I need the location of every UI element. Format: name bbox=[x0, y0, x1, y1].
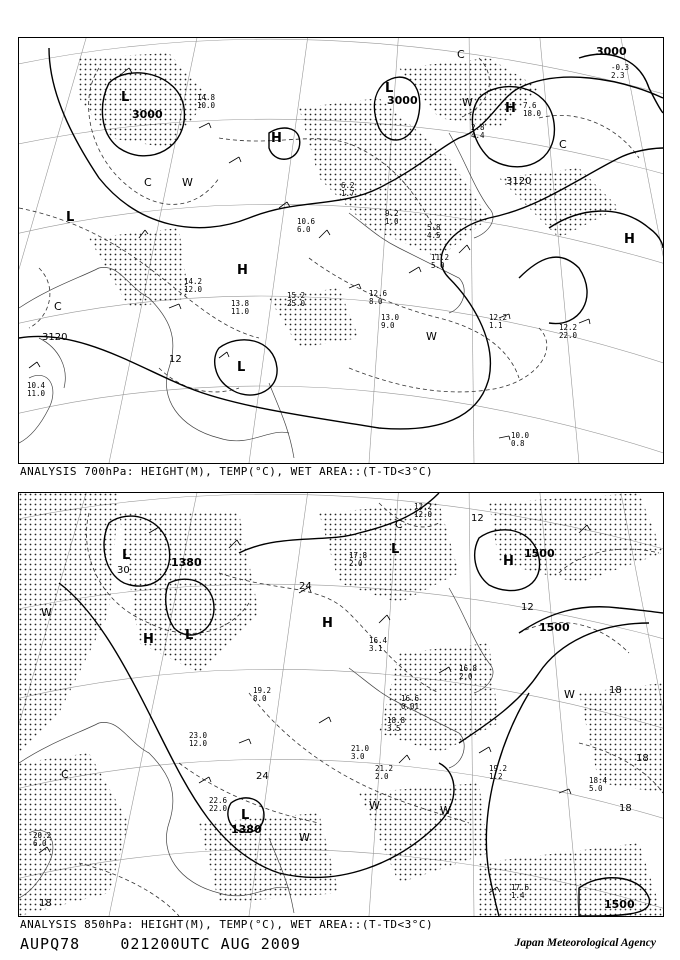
station-plot bbox=[489, 313, 507, 330]
station-plot bbox=[27, 381, 46, 398]
warm-center: W bbox=[426, 330, 437, 343]
isotherm-label: 18 bbox=[39, 898, 52, 909]
svg-text:19.2: 19.2 bbox=[253, 686, 272, 695]
high-center: H bbox=[503, 554, 514, 569]
warm-center: W bbox=[564, 688, 575, 701]
station-plot bbox=[381, 313, 400, 330]
panel-caption-850hpa: ANALYSIS 850hPa: HEIGHT(M), TEMP(°C), WET AREA::(T-TD<3°C) bbox=[20, 918, 434, 931]
svg-text:21.0: 21.0 bbox=[351, 744, 370, 753]
svg-text:10.4: 10.4 bbox=[27, 381, 46, 390]
station-plot bbox=[523, 101, 542, 118]
warm-center: W bbox=[440, 804, 451, 817]
chart-header bbox=[20, 935, 301, 953]
svg-text:1.4: 1.4 bbox=[511, 891, 525, 900]
valid-time: 021200UTC AUG 2009 bbox=[120, 935, 301, 953]
high-center: H bbox=[505, 101, 516, 116]
svg-text:10.0: 10.0 bbox=[511, 431, 530, 440]
contour-label: 12 bbox=[169, 354, 182, 365]
station-plot bbox=[287, 291, 306, 308]
station-plot bbox=[431, 253, 449, 270]
svg-text:10.6: 10.6 bbox=[297, 217, 316, 226]
low-center: L bbox=[121, 90, 130, 105]
svg-text:8.0: 8.0 bbox=[253, 694, 267, 703]
svg-text:6.0: 6.0 bbox=[297, 225, 311, 234]
station-plot bbox=[184, 277, 203, 294]
isotherm-label: 12 bbox=[471, 513, 484, 524]
isotherm-label: 30 bbox=[117, 565, 130, 576]
station-plot bbox=[401, 694, 420, 711]
isotherm-label: 12 bbox=[521, 602, 534, 613]
station-plot bbox=[375, 764, 393, 781]
svg-text:19.2: 19.2 bbox=[489, 764, 508, 773]
station-plot bbox=[559, 323, 578, 340]
svg-text:12.0: 12.0 bbox=[414, 510, 433, 519]
svg-text:25.0: 25.0 bbox=[287, 299, 306, 308]
svg-text:6.0: 6.0 bbox=[33, 839, 47, 848]
isotherm-label: 18 bbox=[636, 753, 649, 764]
low-center: L bbox=[385, 81, 394, 96]
contour-label: 3000 bbox=[387, 94, 418, 107]
svg-text:3.5: 3.5 bbox=[387, 724, 401, 733]
svg-text:12.0: 12.0 bbox=[189, 739, 208, 748]
svg-text:13.8: 13.8 bbox=[231, 299, 250, 308]
panel-caption-700hpa: ANALYSIS 700hPa: HEIGHT(M), TEMP(°C), WET AREA::(T-TD<3°C) bbox=[20, 465, 434, 478]
svg-text:-0.3: -0.3 bbox=[611, 63, 630, 72]
svg-text:22.6: 22.6 bbox=[209, 796, 228, 805]
svg-text:12.2: 12.2 bbox=[414, 502, 433, 511]
svg-text:20.2: 20.2 bbox=[33, 831, 52, 840]
agency-name: Japan Meteorological Agency bbox=[514, 937, 656, 949]
svg-text:18.4: 18.4 bbox=[589, 776, 608, 785]
low-center: L bbox=[122, 548, 131, 563]
isotherm-label: 24 bbox=[256, 771, 269, 782]
station-plot bbox=[189, 731, 208, 748]
svg-text:13.0: 13.0 bbox=[381, 313, 400, 322]
station-plot bbox=[589, 776, 608, 793]
svg-text:21.2: 21.2 bbox=[375, 764, 394, 773]
svg-text:12.0: 12.0 bbox=[184, 285, 203, 294]
wet-area-stippling bbox=[19, 493, 663, 916]
station-plot bbox=[414, 502, 433, 519]
svg-text:5.0: 5.0 bbox=[589, 784, 603, 793]
cold-center: C bbox=[54, 300, 62, 313]
cold-center: C bbox=[559, 138, 567, 151]
station-plot bbox=[253, 686, 271, 703]
svg-text:2.3: 2.3 bbox=[611, 71, 625, 80]
svg-text:23.0: 23.0 bbox=[189, 731, 208, 740]
svg-text:8.0: 8.0 bbox=[369, 297, 383, 306]
contour-label: 3000 bbox=[596, 45, 627, 58]
station-plot bbox=[471, 123, 485, 140]
svg-text:1.0: 1.0 bbox=[385, 217, 399, 226]
station-plot bbox=[369, 289, 388, 306]
contour-label: 3120 bbox=[42, 332, 68, 343]
svg-text:6.2: 6.2 bbox=[341, 181, 355, 190]
station-plot bbox=[611, 63, 629, 80]
contour-label: 1500 bbox=[604, 898, 635, 911]
svg-text:12.6: 12.6 bbox=[369, 289, 388, 298]
map-panel-700hpa bbox=[18, 37, 664, 464]
warm-center: W bbox=[299, 831, 310, 844]
svg-text:4.4: 4.4 bbox=[471, 131, 485, 140]
svg-text:16.4: 16.4 bbox=[369, 636, 388, 645]
station-plot bbox=[297, 217, 316, 234]
svg-text:11.2: 11.2 bbox=[431, 253, 450, 262]
contour-label: 1380 bbox=[231, 823, 262, 836]
isotherm-label: 24 bbox=[299, 581, 312, 592]
station-plot bbox=[351, 744, 370, 761]
svg-text:0.01: 0.01 bbox=[401, 702, 420, 711]
low-center: L bbox=[241, 808, 250, 823]
svg-text:14.2: 14.2 bbox=[184, 277, 203, 286]
warm-center: W bbox=[462, 96, 473, 109]
svg-text:12.2: 12.2 bbox=[559, 323, 578, 332]
svg-text:9.0: 9.0 bbox=[381, 321, 395, 330]
svg-text:4.5: 4.5 bbox=[427, 231, 441, 240]
svg-text:12.2: 12.2 bbox=[489, 313, 508, 322]
weather-map-850hpa bbox=[19, 493, 663, 916]
svg-text:15.2: 15.2 bbox=[287, 291, 306, 300]
svg-text:7.6: 7.6 bbox=[523, 101, 537, 110]
station-plot bbox=[231, 299, 250, 316]
station-plot bbox=[369, 636, 388, 653]
warm-center: W bbox=[41, 606, 52, 619]
station-plot bbox=[209, 796, 228, 813]
chart-title: AUPQ78 bbox=[20, 935, 81, 953]
warm-center: W bbox=[182, 176, 193, 189]
cold-center: C bbox=[144, 176, 152, 189]
low-center: L bbox=[391, 542, 400, 557]
station-plot bbox=[385, 209, 399, 226]
warm-center: W bbox=[369, 799, 380, 812]
svg-text:18.0: 18.0 bbox=[523, 109, 542, 118]
svg-text:1.7: 1.7 bbox=[341, 189, 355, 198]
contour-label: 1500 bbox=[524, 547, 555, 560]
low-center: L bbox=[185, 628, 194, 643]
svg-text:16.6: 16.6 bbox=[401, 694, 420, 703]
contour-label: 1380 bbox=[171, 556, 202, 569]
station-plot bbox=[197, 93, 216, 110]
svg-text:10.0: 10.0 bbox=[197, 101, 216, 110]
svg-text:18.8: 18.8 bbox=[387, 716, 406, 725]
contour-label: 1500 bbox=[539, 621, 570, 634]
svg-text:22.0: 22.0 bbox=[209, 804, 228, 813]
svg-text:2.8: 2.8 bbox=[471, 123, 485, 132]
contour-label: 3120 bbox=[506, 176, 532, 187]
svg-text:17.6: 17.6 bbox=[511, 883, 530, 892]
svg-text:11.0: 11.0 bbox=[27, 389, 46, 398]
wet-area-stippling bbox=[79, 53, 619, 348]
svg-text:0.8: 0.8 bbox=[511, 439, 525, 448]
high-center: H bbox=[322, 616, 333, 631]
high-center: H bbox=[624, 232, 635, 247]
low-center: L bbox=[66, 210, 75, 225]
map-panel-850hpa bbox=[18, 492, 664, 917]
svg-text:1.1: 1.1 bbox=[489, 321, 503, 330]
isotherm-label: 18 bbox=[619, 803, 632, 814]
svg-text:17.8: 17.8 bbox=[349, 551, 368, 560]
svg-text:14.8: 14.8 bbox=[197, 93, 216, 102]
svg-text:3.0: 3.0 bbox=[351, 752, 365, 761]
svg-text:2.0: 2.0 bbox=[349, 559, 363, 568]
cold-center: C bbox=[395, 518, 403, 531]
svg-text:11.0: 11.0 bbox=[231, 307, 250, 316]
svg-text:5.8: 5.8 bbox=[427, 223, 441, 232]
svg-text:22.0: 22.0 bbox=[559, 331, 578, 340]
cold-center: C bbox=[457, 48, 465, 61]
svg-text:16.8: 16.8 bbox=[459, 664, 478, 673]
station-plot bbox=[427, 223, 441, 240]
svg-text:9.2: 9.2 bbox=[385, 209, 399, 218]
svg-text:1.2: 1.2 bbox=[489, 772, 503, 781]
svg-text:2.0: 2.0 bbox=[375, 772, 389, 781]
station-plot bbox=[341, 181, 355, 198]
isotherm-label: 18 bbox=[609, 685, 622, 696]
high-center: H bbox=[143, 632, 154, 647]
svg-text:2.0: 2.0 bbox=[459, 672, 473, 681]
contour-label: 3000 bbox=[132, 108, 163, 121]
svg-text:5.0: 5.0 bbox=[431, 261, 445, 270]
high-center: H bbox=[237, 263, 248, 278]
station-plot bbox=[489, 764, 507, 781]
low-center: L bbox=[237, 360, 246, 375]
cold-center: C bbox=[61, 768, 69, 781]
weather-map-700hpa bbox=[19, 38, 663, 463]
svg-text:3.1: 3.1 bbox=[369, 644, 383, 653]
station-plot bbox=[511, 431, 530, 448]
high-center: H bbox=[271, 131, 282, 146]
